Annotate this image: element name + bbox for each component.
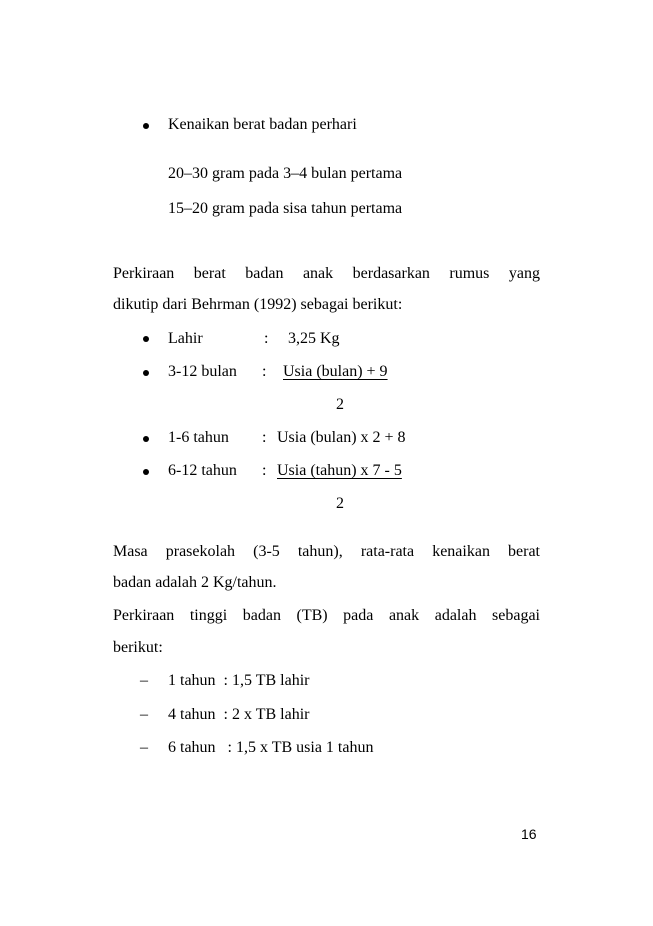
- bullet-icon: [143, 123, 149, 129]
- paragraph-line: badan adalah 2 Kg/tahun.: [113, 574, 277, 591]
- dash-marker: –: [140, 739, 148, 756]
- list-item-separator: :: [264, 330, 269, 347]
- paragraph-line: Perkiraan tinggi badan (TB) pada anak adalah sebagai: [113, 607, 540, 624]
- text-line: 15–20 gram pada sisa tahun pertama: [168, 200, 403, 217]
- dash-marker: –: [140, 672, 148, 689]
- bullet-icon: [143, 336, 149, 342]
- list-item-label: 6-12 tahun: [168, 462, 237, 479]
- list-item: 4 tahun : 2 x TB lahir: [168, 706, 310, 723]
- formula-denominator: 2: [336, 396, 344, 413]
- list-item-value: 3,25 Kg: [288, 330, 340, 347]
- formula-numerator: Usia (bulan) + 9: [283, 363, 388, 380]
- bullet-icon: [143, 436, 149, 442]
- list-item: 1 tahun : 1,5 TB lahir: [168, 672, 310, 689]
- paragraph-line: Masa prasekolah (3-5 tahun), rata-rata kenaikan berat: [113, 543, 540, 560]
- list-item-separator: :: [262, 462, 267, 479]
- list-item-separator: :: [262, 429, 267, 446]
- bullet-icon: [143, 370, 149, 376]
- paragraph-line: Perkiraan berat badan anak berdasarkan rumus yang: [113, 265, 540, 282]
- paragraph-line: berikut:: [113, 639, 163, 656]
- list-item: 6 tahun : 1,5 x TB usia 1 tahun: [168, 739, 374, 756]
- formula-numerator: Usia (tahun) x 7 - 5: [277, 462, 402, 479]
- text-line: 20–30 gram pada 3–4 bulan pertama: [168, 165, 403, 182]
- dash-marker: –: [140, 706, 148, 723]
- list-item-value: Usia (bulan) x 2 + 8: [277, 429, 406, 446]
- bullet-item-label: Kenaikan berat badan perhari: [168, 116, 357, 133]
- list-item-label: 1-6 tahun: [168, 429, 229, 446]
- list-item-label: Lahir: [168, 330, 203, 347]
- list-item-label: 3-12 bulan: [168, 363, 237, 380]
- paragraph-line: dikutip dari Behrman (1992) sebagai berikut:: [113, 296, 403, 313]
- page-number: 16: [521, 826, 537, 842]
- list-item-separator: :: [262, 363, 267, 380]
- formula-denominator: 2: [336, 495, 344, 512]
- bullet-icon: [143, 469, 149, 475]
